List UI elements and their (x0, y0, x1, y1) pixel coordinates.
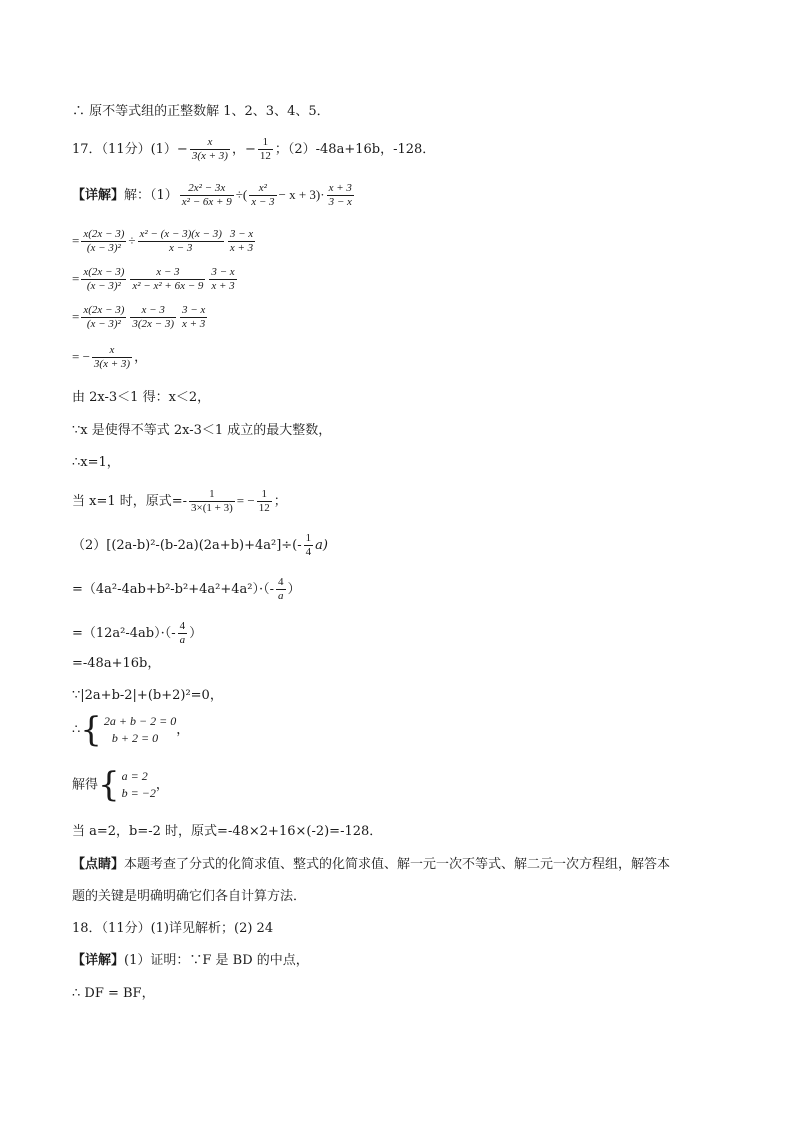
numerator: x + 3 (328, 182, 352, 194)
equation-step (72, 304, 209, 331)
text-span: a) (315, 538, 328, 553)
text-span: − x + 3)· (278, 187, 325, 202)
equation-step (72, 228, 257, 255)
numerator: x (207, 136, 213, 148)
fraction (178, 620, 188, 647)
fraction (130, 266, 205, 293)
text-line: =-48a+16b， (72, 656, 161, 671)
text-span: （2）[(2a-b)²-(b-2a)(2a+b)+4a²]÷(- (72, 538, 302, 553)
text-span: ∴ (72, 722, 81, 738)
numerator: x − 3 (156, 266, 180, 278)
detail-line-18 (72, 953, 309, 969)
answer-18-header: 18．（11分）(1)详见解析；(2) 24 (72, 921, 274, 936)
text-line: ∴ DF = BF， (72, 986, 155, 1001)
fraction (81, 228, 126, 255)
denominator: 12 (259, 150, 271, 162)
denominator: 3(2x − 3) (132, 318, 174, 330)
text-span: 解得 (72, 777, 99, 793)
numerator: 4 (179, 620, 186, 632)
numerator: x² (258, 182, 267, 194)
numerator: x² − (x − 3)(x − 3) (139, 228, 222, 240)
text-span: (1）证明：∵F 是 BD 的中点， (124, 953, 309, 968)
text-span: ， (155, 777, 169, 793)
detail-tag: 【详解】 (72, 953, 125, 968)
text-line: ∵x 是使得不等式 2x-3＜1 成立的最大整数， (72, 423, 332, 438)
denominator: 3(x + 3) (191, 150, 228, 162)
denominator: 12 (258, 502, 270, 514)
fraction (257, 488, 272, 515)
fraction (180, 304, 207, 331)
denominator: (x − 3)² (81, 241, 126, 255)
numerator: 3 − x (182, 304, 206, 316)
detail-line-1 (72, 182, 356, 209)
denominator: a (278, 590, 284, 602)
numerator: 1 (209, 488, 215, 500)
denominator: 3(x + 3) (93, 358, 131, 370)
fraction (249, 182, 276, 209)
operator: ÷ (128, 233, 136, 248)
equals-sign: = (72, 233, 80, 248)
fraction (209, 266, 236, 293)
system-rows (122, 768, 156, 802)
fraction (304, 532, 314, 559)
equation-step (72, 532, 328, 559)
numerator: x(2x − 3) (83, 228, 125, 240)
system-row: a = 2 (121, 769, 148, 783)
denominator: (x − 3)² (81, 279, 126, 293)
denominator: 3×(1 + 3) (191, 502, 233, 514)
denominator: (x − 3)² (81, 317, 126, 331)
equation-step (72, 266, 239, 293)
denominator: 4 (305, 546, 312, 558)
equation-step (72, 620, 202, 647)
numerator: 2x² − 3x (188, 182, 226, 194)
text-span: 17．（11分）(1）− (72, 142, 188, 157)
detail-tag: 【详解】 (72, 188, 125, 203)
denominator: 3 − x (328, 196, 352, 208)
equals-sign: = (72, 309, 80, 324)
text-span: ； (273, 494, 287, 509)
denominator: x² − x² + 6x − 9 (132, 280, 204, 292)
text-span: ，− (231, 142, 256, 157)
system-rows (104, 713, 176, 747)
numerator: 1 (261, 488, 267, 500)
numerator: 1 (262, 136, 269, 148)
system-row: 2a + b − 2 = 0 (103, 714, 177, 728)
text-span: ， (134, 350, 148, 365)
numerator: 3 − x (211, 266, 235, 278)
text-span: =（4a²-4ab+b²-b²+4a²+4a²）·（- (72, 582, 274, 597)
note-tag: 【点睛】 (72, 857, 125, 872)
text-span: =（12a²-4ab）·（- (72, 626, 176, 641)
answer-17-header (72, 136, 435, 163)
text-span: 解：（1） (124, 188, 178, 203)
fraction (138, 228, 224, 255)
fraction (228, 228, 255, 255)
fraction (130, 304, 176, 331)
denominator: x + 3 (182, 318, 206, 330)
numerator: 4 (278, 576, 284, 588)
denominator: x − 3 (138, 241, 224, 255)
fraction (81, 304, 126, 331)
denominator: x + 3 (229, 242, 254, 254)
fraction (92, 344, 132, 371)
equals-sign: = (72, 271, 80, 286)
numerator: x(2x − 3) (83, 266, 125, 278)
fraction (180, 182, 234, 209)
system-row: b + 2 = 0 (111, 731, 159, 745)
fraction (189, 488, 235, 515)
text-span: 当 x=1 时，原式=- (72, 494, 188, 509)
numerator: 1 (305, 532, 312, 544)
denominator: x + 3 (211, 280, 235, 292)
brace: { (80, 710, 102, 750)
numerator: x(2x − 3) (83, 304, 125, 316)
equation-system (72, 765, 169, 805)
denominator: x − 3 (251, 196, 275, 208)
text-span: ， (176, 722, 190, 738)
equation-system (72, 710, 190, 750)
text-span: = − (236, 493, 255, 508)
text-line: 由 2x-3＜1 得：x＜2， (72, 390, 211, 405)
denominator: a (179, 634, 186, 646)
fraction (276, 576, 286, 603)
denominator: x² − 6x + 9 (181, 196, 232, 208)
text-line: ∴x=1， (72, 455, 120, 470)
equation-step (72, 488, 287, 515)
text-span: ；（2）-48a+16b，-128． (274, 142, 436, 157)
text-span: = − (72, 349, 90, 364)
brace: { (98, 765, 120, 805)
numerator: 3 − x (229, 228, 254, 240)
equation-step (72, 344, 147, 371)
text-span: 本题考查了分式的化简求值、整式的化简求值、解一元一次不等式、解二元一次方程组，解答本 (124, 857, 671, 872)
fraction (327, 182, 354, 209)
text-span: ） (287, 582, 301, 597)
text-span: ） (189, 626, 203, 641)
system-row: b = −2 (121, 786, 156, 800)
text-line: ∵|2a+b-2|+(b+2)²=0， (72, 688, 223, 703)
text-line: 题的关键是明确明确它们各自计算方法． (72, 889, 307, 904)
numerator: x (109, 344, 115, 356)
fraction (81, 266, 126, 293)
text-line: ∴ 原不等式组的正整数解 1、2、3、4、5． (72, 104, 330, 119)
fraction (190, 136, 230, 163)
numerator: x − 3 (141, 304, 165, 316)
equation-step (72, 576, 301, 603)
fraction (258, 136, 273, 163)
text-span: ÷( (235, 187, 248, 202)
note-line (72, 857, 670, 873)
text-line: 当 a=2，b=-2 时，原式=-48×2+16×(-2)=-128． (72, 824, 383, 839)
